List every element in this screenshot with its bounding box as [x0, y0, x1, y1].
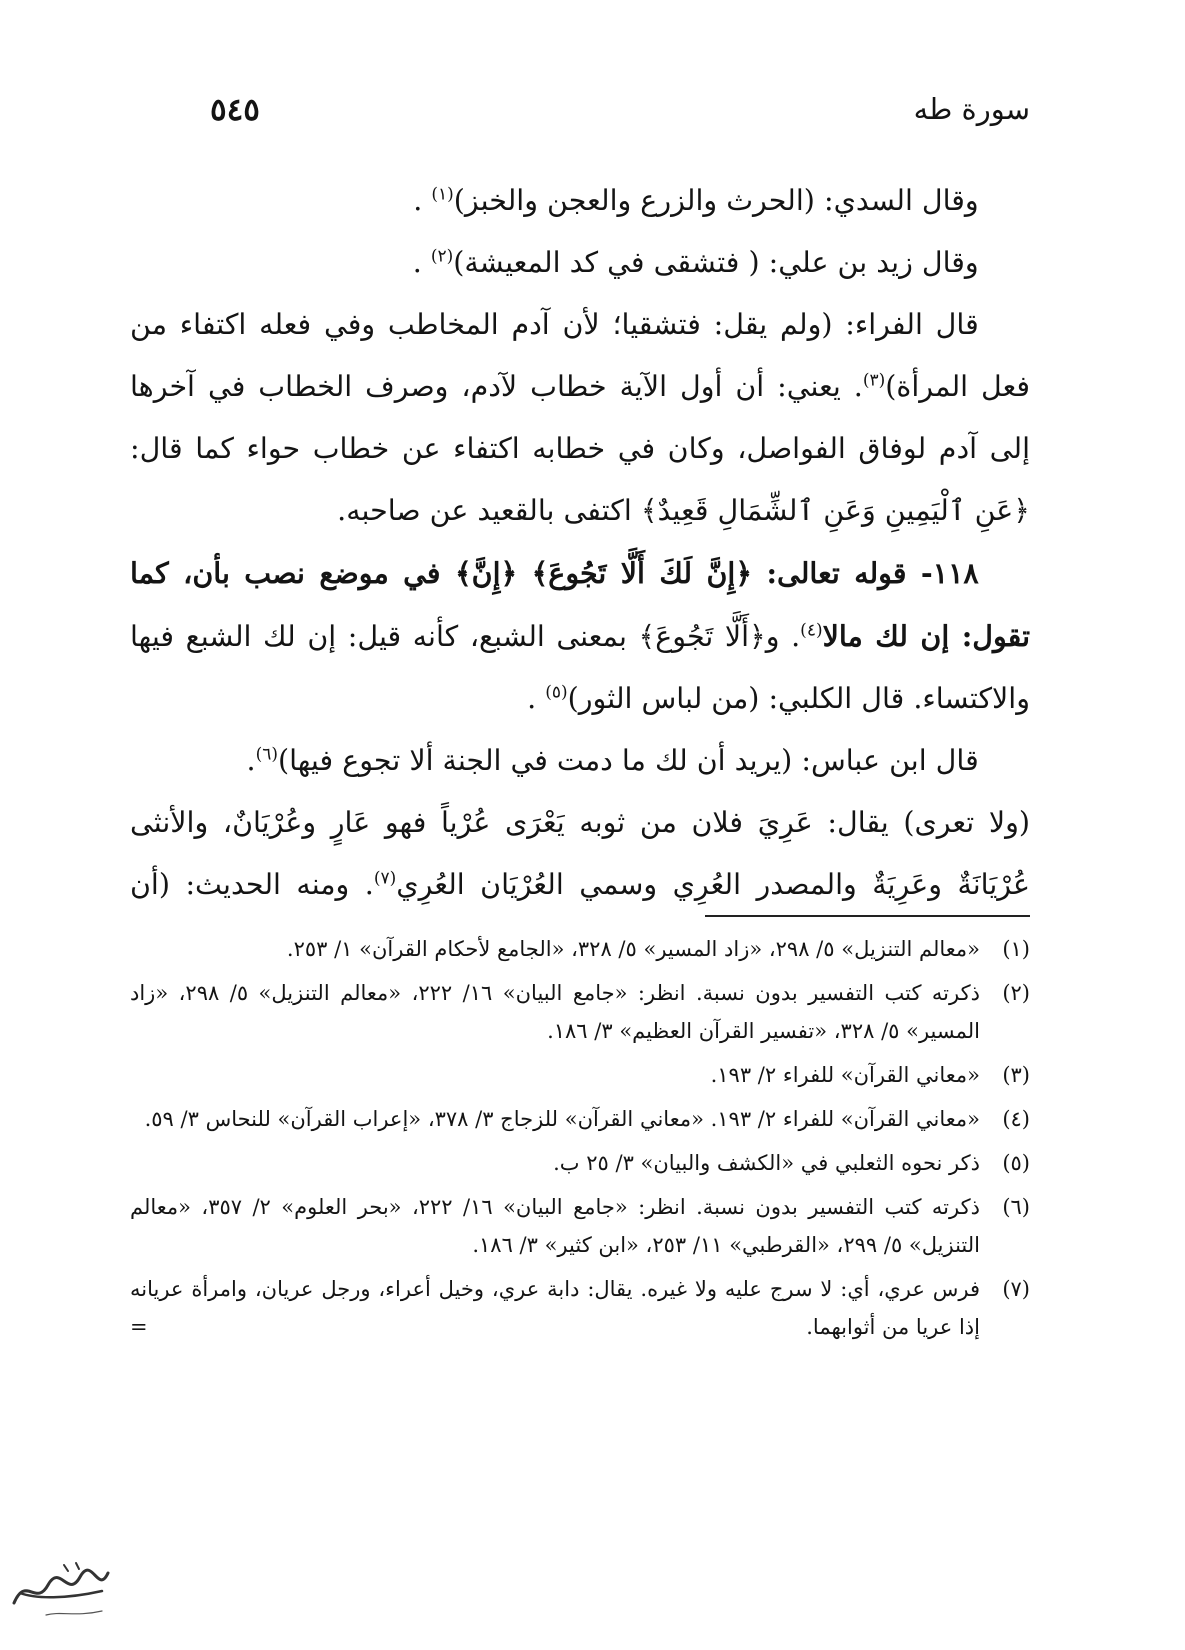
p1-text: وقال السدي: (الحرث والزرع والعجن والخبز)	[453, 184, 979, 217]
footnote-text: «معاني القرآن» للفراء ٢/ ١٩٣. «معاني القرآن» للزجاج ٣/ ٣٧٨، «إعراب القرآن» للنحاس ٣/ ٥٩.	[144, 1107, 980, 1131]
p4-text-c: بمعنى الشبع، كأنه قيل: إن لك الشبع فيها والاكتساء. قال الكلبي: (من لباس الثور)	[130, 620, 1030, 715]
p3-text-c: اكتفى بالقعيد عن صاحبه.	[337, 494, 641, 527]
surah-title: سورة طه	[913, 92, 1030, 126]
p2-end: .	[412, 246, 431, 279]
p4-text-b: . و	[765, 620, 801, 653]
quran-word: ﴿إِنَّ﴾	[454, 556, 532, 590]
footnotes	[130, 930, 1030, 1352]
footnote-number: (٧)	[1002, 1277, 1030, 1301]
footnote-number: (٣)	[1002, 1063, 1030, 1087]
footnote-text: ذكرته كتب التفسير بدون نسبة. انظر: «جامع البيان» ١٦/ ٢٢٢، «بحر العلوم» ٢/ ٣٥٧، «معالم التنزيل» ٥/ ٢٩٩، «القرطبي» ١١/ ٢٥٣، «ابن كثير» ٣/ ١٨٦.	[130, 1195, 980, 1257]
calligraphy-watermark	[6, 1555, 116, 1625]
footnote-ref-7: (٧)	[373, 868, 397, 889]
footnote-text: ذكر نحوه الثعلبي في «الكشف والبيان» ٣/ ٢٥ ب.	[553, 1151, 980, 1175]
footnote-1	[130, 930, 1030, 968]
watermark-stroke	[46, 1611, 102, 1615]
p2-text: وقال زيد بن علي: ( فتشقى في كد المعيشة)	[453, 246, 979, 279]
footnote-4	[130, 1100, 1030, 1138]
p4-end: .	[527, 682, 546, 715]
footnote-text: فرس عري، أي: لا سرج عليه ولا غيره. يقال: دابة عري، وخيل أعراء، ورجل عريان، وامرأة عريانه إذا عريا من أثوابهما.	[130, 1277, 980, 1339]
p5-end: .	[246, 744, 256, 777]
footnote-number: (٤)	[1002, 1107, 1030, 1131]
footnote-separator	[705, 915, 1030, 917]
quran-verse: ﴿إِنَّ لَكَ أَلَّا تَجُوعَ﴾	[531, 556, 753, 590]
p6-text-a: (ولا تعرى) يقال: عَرِيَ فلان من ثوبه يَعْرَى عُرْياً فهو عَارٍ وعُرْيَانٌ، والأنثى عُرْيَانَةٌ وعَرِيَةٌ والمصدر العُرِي وسمي العُرْيَان العُرِي	[130, 806, 1030, 901]
quran-verse: ﴿عَنِ ٱلْيَمِينِ وَعَنِ ٱلشِّمَالِ قَعِيدٌ﴾	[640, 494, 1030, 527]
continuation-mark: =	[130, 1315, 148, 1339]
paragraph-3	[130, 294, 1030, 542]
main-text	[130, 170, 1030, 916]
footnote-3	[130, 1056, 1030, 1094]
footnote-number: (١)	[1002, 937, 1030, 961]
paragraph-4	[130, 542, 1030, 730]
footnote-number: (٥)	[1002, 1151, 1030, 1175]
footnote-text: «معاني القرآن» للفراء ٢/ ١٩٣.	[710, 1063, 980, 1087]
paragraph-1	[130, 170, 1030, 232]
footnote-ref-4: (٤)	[800, 620, 823, 641]
footnote-ref-6: (٦)	[255, 744, 278, 765]
p1-end: .	[413, 184, 432, 217]
footnote-text: «معالم التنزيل» ٥/ ٢٩٨، «زاد المسير» ٥/ ٣٢٨، «الجامع لأحكام القرآن» ١/ ٢٥٣.	[286, 937, 980, 961]
footnote-7	[130, 1270, 1030, 1346]
p4-text-a: في موضع نصب بأن، كما تقول: إن لك مالا	[130, 556, 1031, 653]
footnote-ref-3: (٣)	[862, 370, 886, 391]
page-header	[210, 92, 1030, 142]
footnote-6	[130, 1188, 1030, 1264]
footnote-text: ذكرته كتب التفسير بدون نسبة. انظر: «جامع البيان» ١٦/ ٢٢٢، «معالم التنزيل» ٥/ ٢٩٨، «زاد المسير» ٥/ ٣٢٨، «تفسير القرآن العظيم» ٣/ ١٨٦.	[130, 981, 980, 1043]
footnote-number: (٢)	[1002, 981, 1030, 1005]
p5-text: قال ابن عباس: (يريد أن لك ما دمت في الجنة ألا تجوع فيها)	[277, 744, 979, 777]
p3-text-a: قال الفراء: (ولم يقل: فتشقيا؛ لأن آدم المخاطب وفي فعله اكتفاء من فعل المرأة)	[130, 308, 1031, 403]
paragraph-5	[130, 730, 1030, 792]
footnote-ref-2: (٢)	[430, 246, 454, 267]
p3-text-b: . يعني: أن أول الآية خطاب لآدم، وصرف الخطاب في آخرها إلى آدم لوفاق الفواصل، وكان في خطابه اكتفاء عن خطاب حواء كما قال:	[130, 370, 1030, 465]
footnote-ref-5: (٥)	[545, 682, 568, 703]
p6-text-b: . ومنه الحديث: (أن	[130, 868, 374, 901]
footnote-ref-1: (١)	[431, 184, 454, 205]
watermark-stroke	[64, 1563, 79, 1571]
paragraph-6	[130, 792, 1030, 916]
footnote-number: (٦)	[1002, 1195, 1030, 1219]
footnote-2	[130, 974, 1030, 1050]
page-number: ٥٤٥	[210, 92, 260, 128]
quran-word: ﴿أَلَّا تَجُوعَ﴾	[638, 620, 766, 653]
verse-number: ١١٨- قوله تعالى:	[752, 556, 979, 590]
paragraph-2	[130, 232, 1030, 294]
footnote-5	[130, 1144, 1030, 1182]
